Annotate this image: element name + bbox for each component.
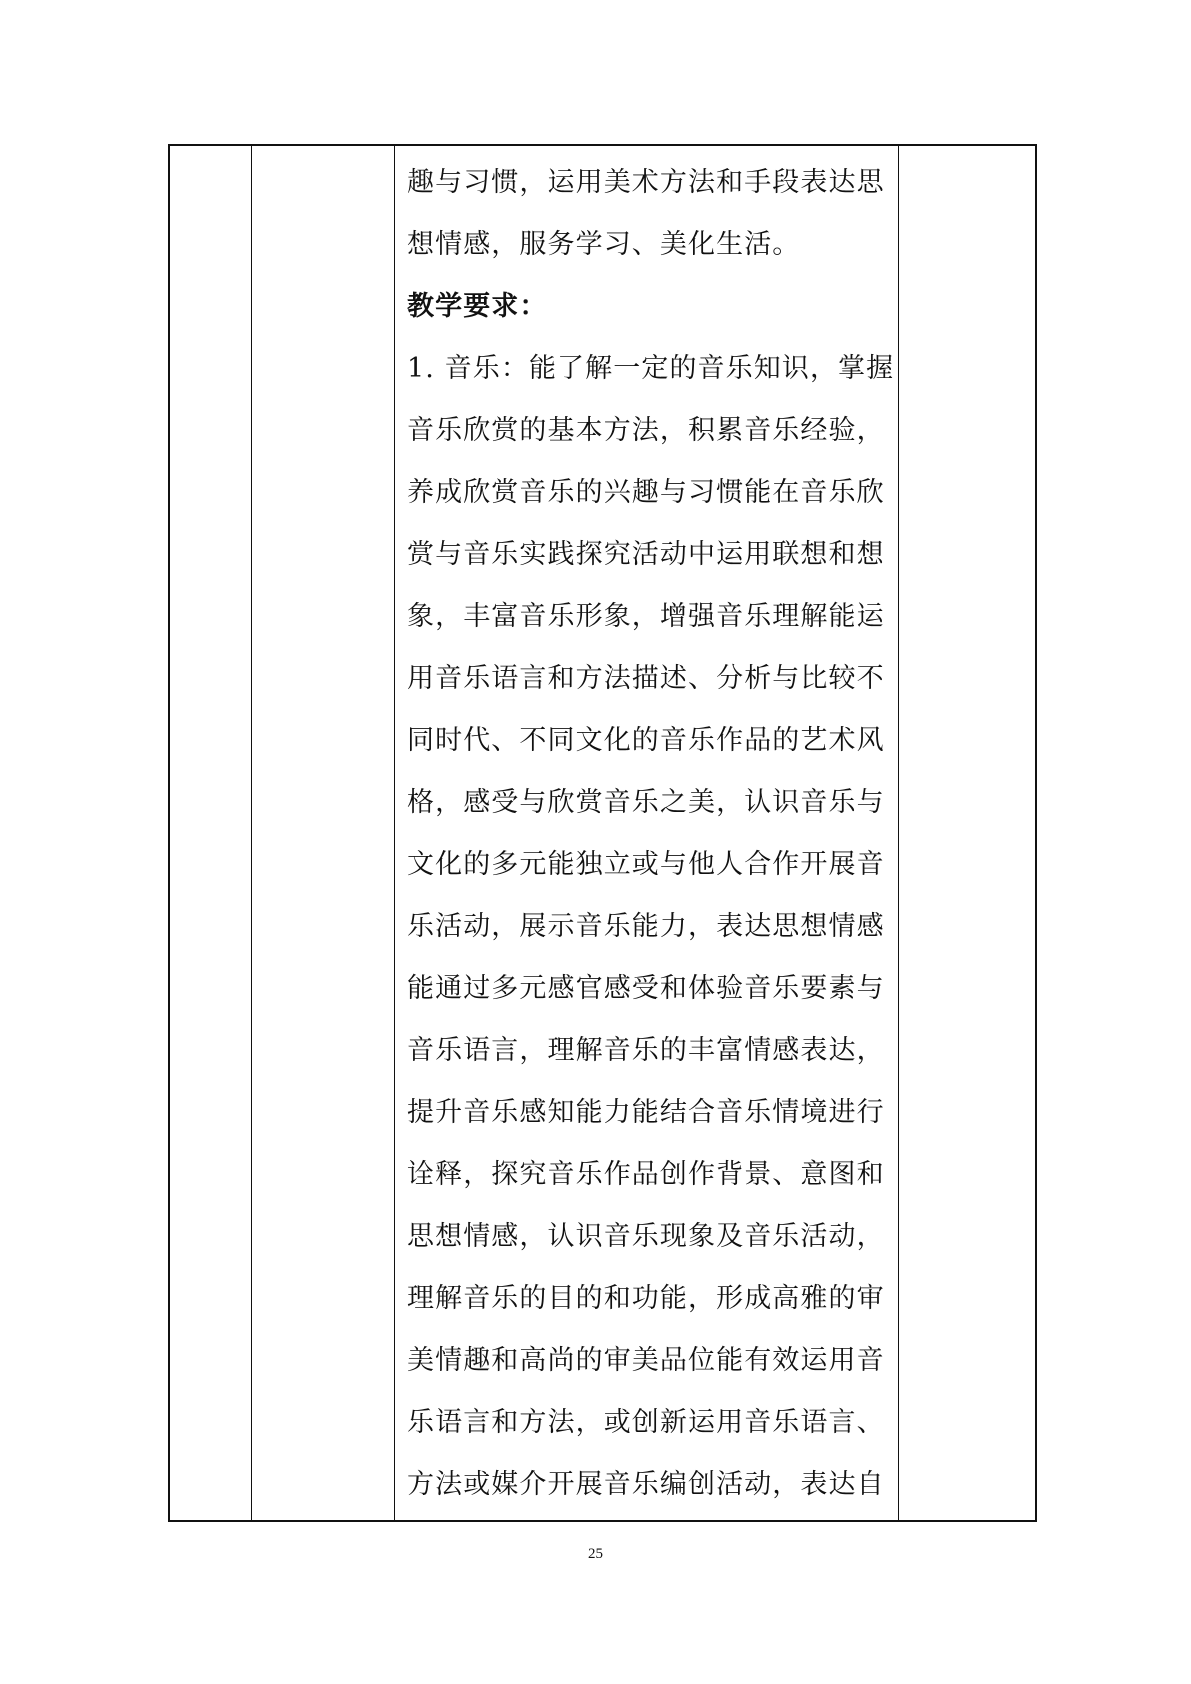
curriculum-table [168, 144, 1037, 1522]
table-column-2 [252, 146, 395, 1520]
content-line: 理解音乐的目的和功能，形成高雅的审 [407, 1283, 885, 1314]
table-column-4 [899, 146, 1035, 1520]
content-line: 音乐欣赏的基本方法，积累音乐经验， [407, 415, 885, 446]
content-line: 方法或媒介开展音乐编创活动，表达自 [407, 1469, 885, 1500]
content-line: 乐活动，展示音乐能力，表达思想情感 [407, 911, 885, 942]
content-line: 同时代、不同文化的音乐作品的艺术风 [407, 725, 885, 756]
table-column-1 [170, 146, 252, 1520]
content-line: 趣与习惯，运用美术方法和手段表达思 [407, 167, 885, 198]
content-line: 文化的多元能独立或与他人合作开展音 [407, 849, 885, 880]
content-line: 用音乐语言和方法描述、分析与比较不 [407, 663, 885, 694]
section-heading: 教学要求： [407, 291, 548, 322]
content-line: 美情趣和高尚的审美品位能有效运用音 [407, 1345, 885, 1376]
content-line: 想情感，服务学习、美化生活。 [407, 229, 801, 260]
content-line: 音乐语言，理解音乐的丰富情感表达， [407, 1035, 885, 1066]
content-line: 象，丰富音乐形象，增强音乐理解能运 [407, 601, 885, 632]
content-line: 思想情感，认识音乐现象及音乐活动， [407, 1221, 885, 1252]
page-number: 25 [588, 1546, 603, 1562]
content-line: 赏与音乐实践探究活动中运用联想和想 [407, 539, 885, 570]
content-line: 养成欣赏音乐的兴趣与习惯能在音乐欣 [407, 477, 885, 508]
content-line: 提升音乐感知能力能结合音乐情境进行 [407, 1097, 885, 1128]
content-line: 诠释，探究音乐作品创作背景、意图和 [407, 1159, 885, 1190]
content-line: 1. 音乐：能了解一定的音乐知识，掌握 [407, 353, 895, 384]
table-column-content [395, 146, 899, 1520]
content-line: 格，感受与欣赏音乐之美，认识音乐与 [407, 787, 885, 818]
content-line: 能通过多元感官感受和体验音乐要素与 [407, 973, 885, 1004]
content-line: 乐语言和方法，或创新运用音乐语言、 [407, 1407, 885, 1438]
